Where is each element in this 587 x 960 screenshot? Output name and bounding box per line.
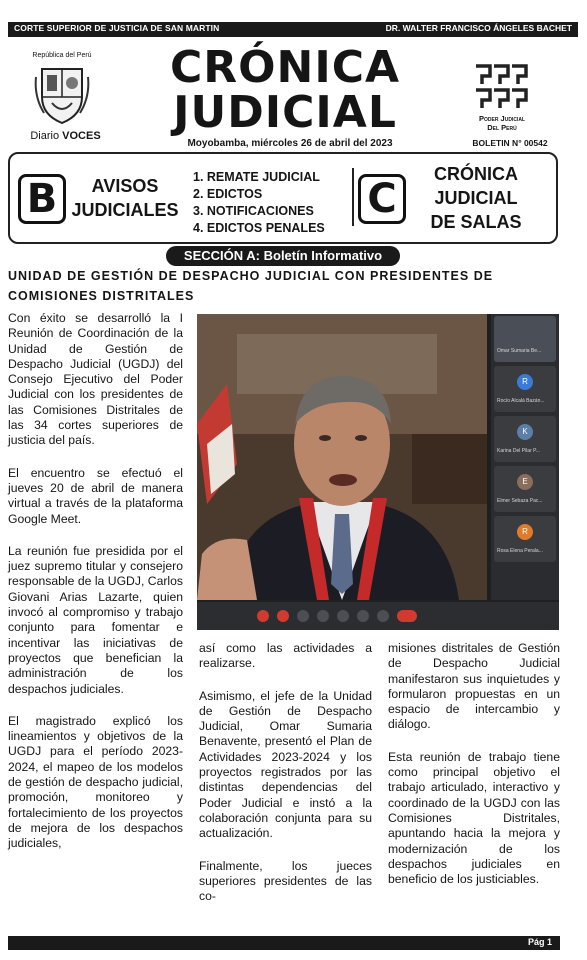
avatar: R: [517, 374, 533, 390]
page-number: Pág 1: [527, 937, 552, 947]
section-label: SECCIÓN A: Boletín Informativo: [166, 246, 400, 266]
list-item: 1. REMATE JUDICIAL: [193, 170, 320, 184]
masthead-title-line1: CRÓNICA: [169, 42, 401, 93]
section-b-title: AVISOS JUDICIALES: [71, 176, 179, 220]
participants-panel: [491, 314, 559, 600]
director-name: DR. WALTER FRANCISCO ÁNGELES BACHET: [385, 23, 572, 33]
article-column-2: [199, 641, 372, 921]
paragraph: El magistrado explicó los lineamientos y objetivos de la UGDJ para el período 2023-2024, el mapeo de los modelos de gestión de despacho judicial, promoción, monitoreo y fortalecimiento de los proyectos de mejora de los despachos judiciales,: [8, 713, 183, 851]
video-call-photo: [197, 314, 559, 630]
footer-bar: [8, 936, 560, 950]
end-call-icon: [397, 610, 417, 622]
participant-tile: Omar Sumaria Be...: [494, 316, 556, 362]
poder-judicial-logo-icon: [472, 62, 530, 112]
list-item: 2. EDICTOS: [193, 187, 263, 201]
paragraph: El encuentro se efectuó el jueves 20 de abril de manera virtual a través de la plataforma Google Meet.: [8, 465, 183, 526]
meeting-controls-bar: [197, 602, 559, 630]
court-name: CORTE SUPERIOR DE JUSTICIA DE SAN MARTIN: [14, 23, 220, 33]
article-headline: UNIDAD DE GESTIÓN DE DESPACHO JUDICIAL CON PRESIDENTES DE COMISIONES DISTRITALES: [8, 269, 494, 303]
seal-caption: República del Perú: [32, 52, 92, 59]
participant-tile: E Elmer Sebaza Pac...: [494, 466, 556, 512]
captions-icon: [297, 610, 309, 622]
dateline: Moyobamba, miércoles 26 de abril del 2023: [187, 138, 393, 149]
coat-of-arms-icon: [34, 63, 90, 125]
present-icon: [317, 610, 329, 622]
section-b-letter: B: [18, 174, 66, 224]
top-bar: [8, 22, 578, 37]
paragraph: así como las actividades a realizarse.: [199, 641, 372, 671]
reactions-icon: [337, 610, 349, 622]
participant-tile: R Rocío Alcalá Bazán...: [494, 366, 556, 412]
participant-tile: R Rosa Elena Perala...: [494, 516, 556, 562]
diario-name: VOCES: [62, 130, 101, 142]
more-options-icon: [377, 610, 389, 622]
section-c-letter: C: [358, 174, 406, 224]
paragraph: La reunión fue presidida por el juez supremo titular y consejero responsable de la UGDJ, Carlos Giovani Arias Lazarte, quien invocó al compromiso y trabajo conjunto para fomentar e incentivar las iniciativas de proyectos que benefician la administración de los despachos judiciales.: [8, 543, 183, 696]
poder-judicial-name: Poder Judicial Del Perú: [479, 114, 525, 132]
list-item: 4. EDICTOS PENALES: [193, 221, 325, 235]
avatar: R: [517, 524, 533, 540]
divider: [352, 168, 354, 226]
bulletin-number: BOLETIN N° 00542: [472, 138, 548, 148]
paragraph: Finalmente, los jueces superiores presidentes de las co-: [199, 858, 372, 904]
mic-icon: [257, 610, 269, 622]
camera-icon: [277, 610, 289, 622]
article-column-3: [388, 641, 560, 904]
article-column-1: [8, 311, 183, 869]
main-speaker-view: [197, 314, 487, 600]
speaker-image: [197, 314, 487, 600]
participant-tile: K Karina Del Pilar P...: [494, 416, 556, 462]
diario-logo: Diario VOCES: [30, 130, 101, 142]
paragraph: Con éxito se desarrolló la I Reunión de Coordinación de la Unidad de Gestión de Despacho Judicial (UGDJ) del Consejo Ejecutivo del Poder Judicial con los presidentes de las Comisiones Distritales de las 34 cortes superiores de justicia del país.: [8, 311, 183, 448]
paragraph: Asimismo, el jefe de la Unidad de Gestión de Despacho Judicial, Omar Sumaria Benavente, presentó el Plan de Actividades 2023-2024 y los proyectos registrados por las distintas dependencias del Poder Judicial e instó a la colaboración conjunta para su actualización.: [199, 688, 372, 841]
list-item: 3. NOTIFICACIONES: [193, 204, 314, 218]
section-b-list: [193, 169, 325, 237]
section-c-title: CRÓNICA JUDICIAL DE SALAS: [430, 164, 522, 232]
paragraph: Esta reunión de trabajo tiene como principal objetivo el trabajo articulado, interactivo y coordinado de la UGDJ con las Comisiones Distritales, apuntando hacia la mejora y modernización de los despachos judiciales en beneficio de los justiciables.: [388, 749, 560, 887]
avatar: E: [517, 474, 533, 490]
raise-hand-icon: [357, 610, 369, 622]
paragraph: misiones distritales de Gestión de Despacho Judicial manifestaron sus inquietudes y formularon propuestas en un espacio de intercambio y diálogo.: [388, 641, 560, 732]
avatar: K: [517, 424, 533, 440]
masthead-title-line2: JUDICIAL: [173, 87, 397, 138]
